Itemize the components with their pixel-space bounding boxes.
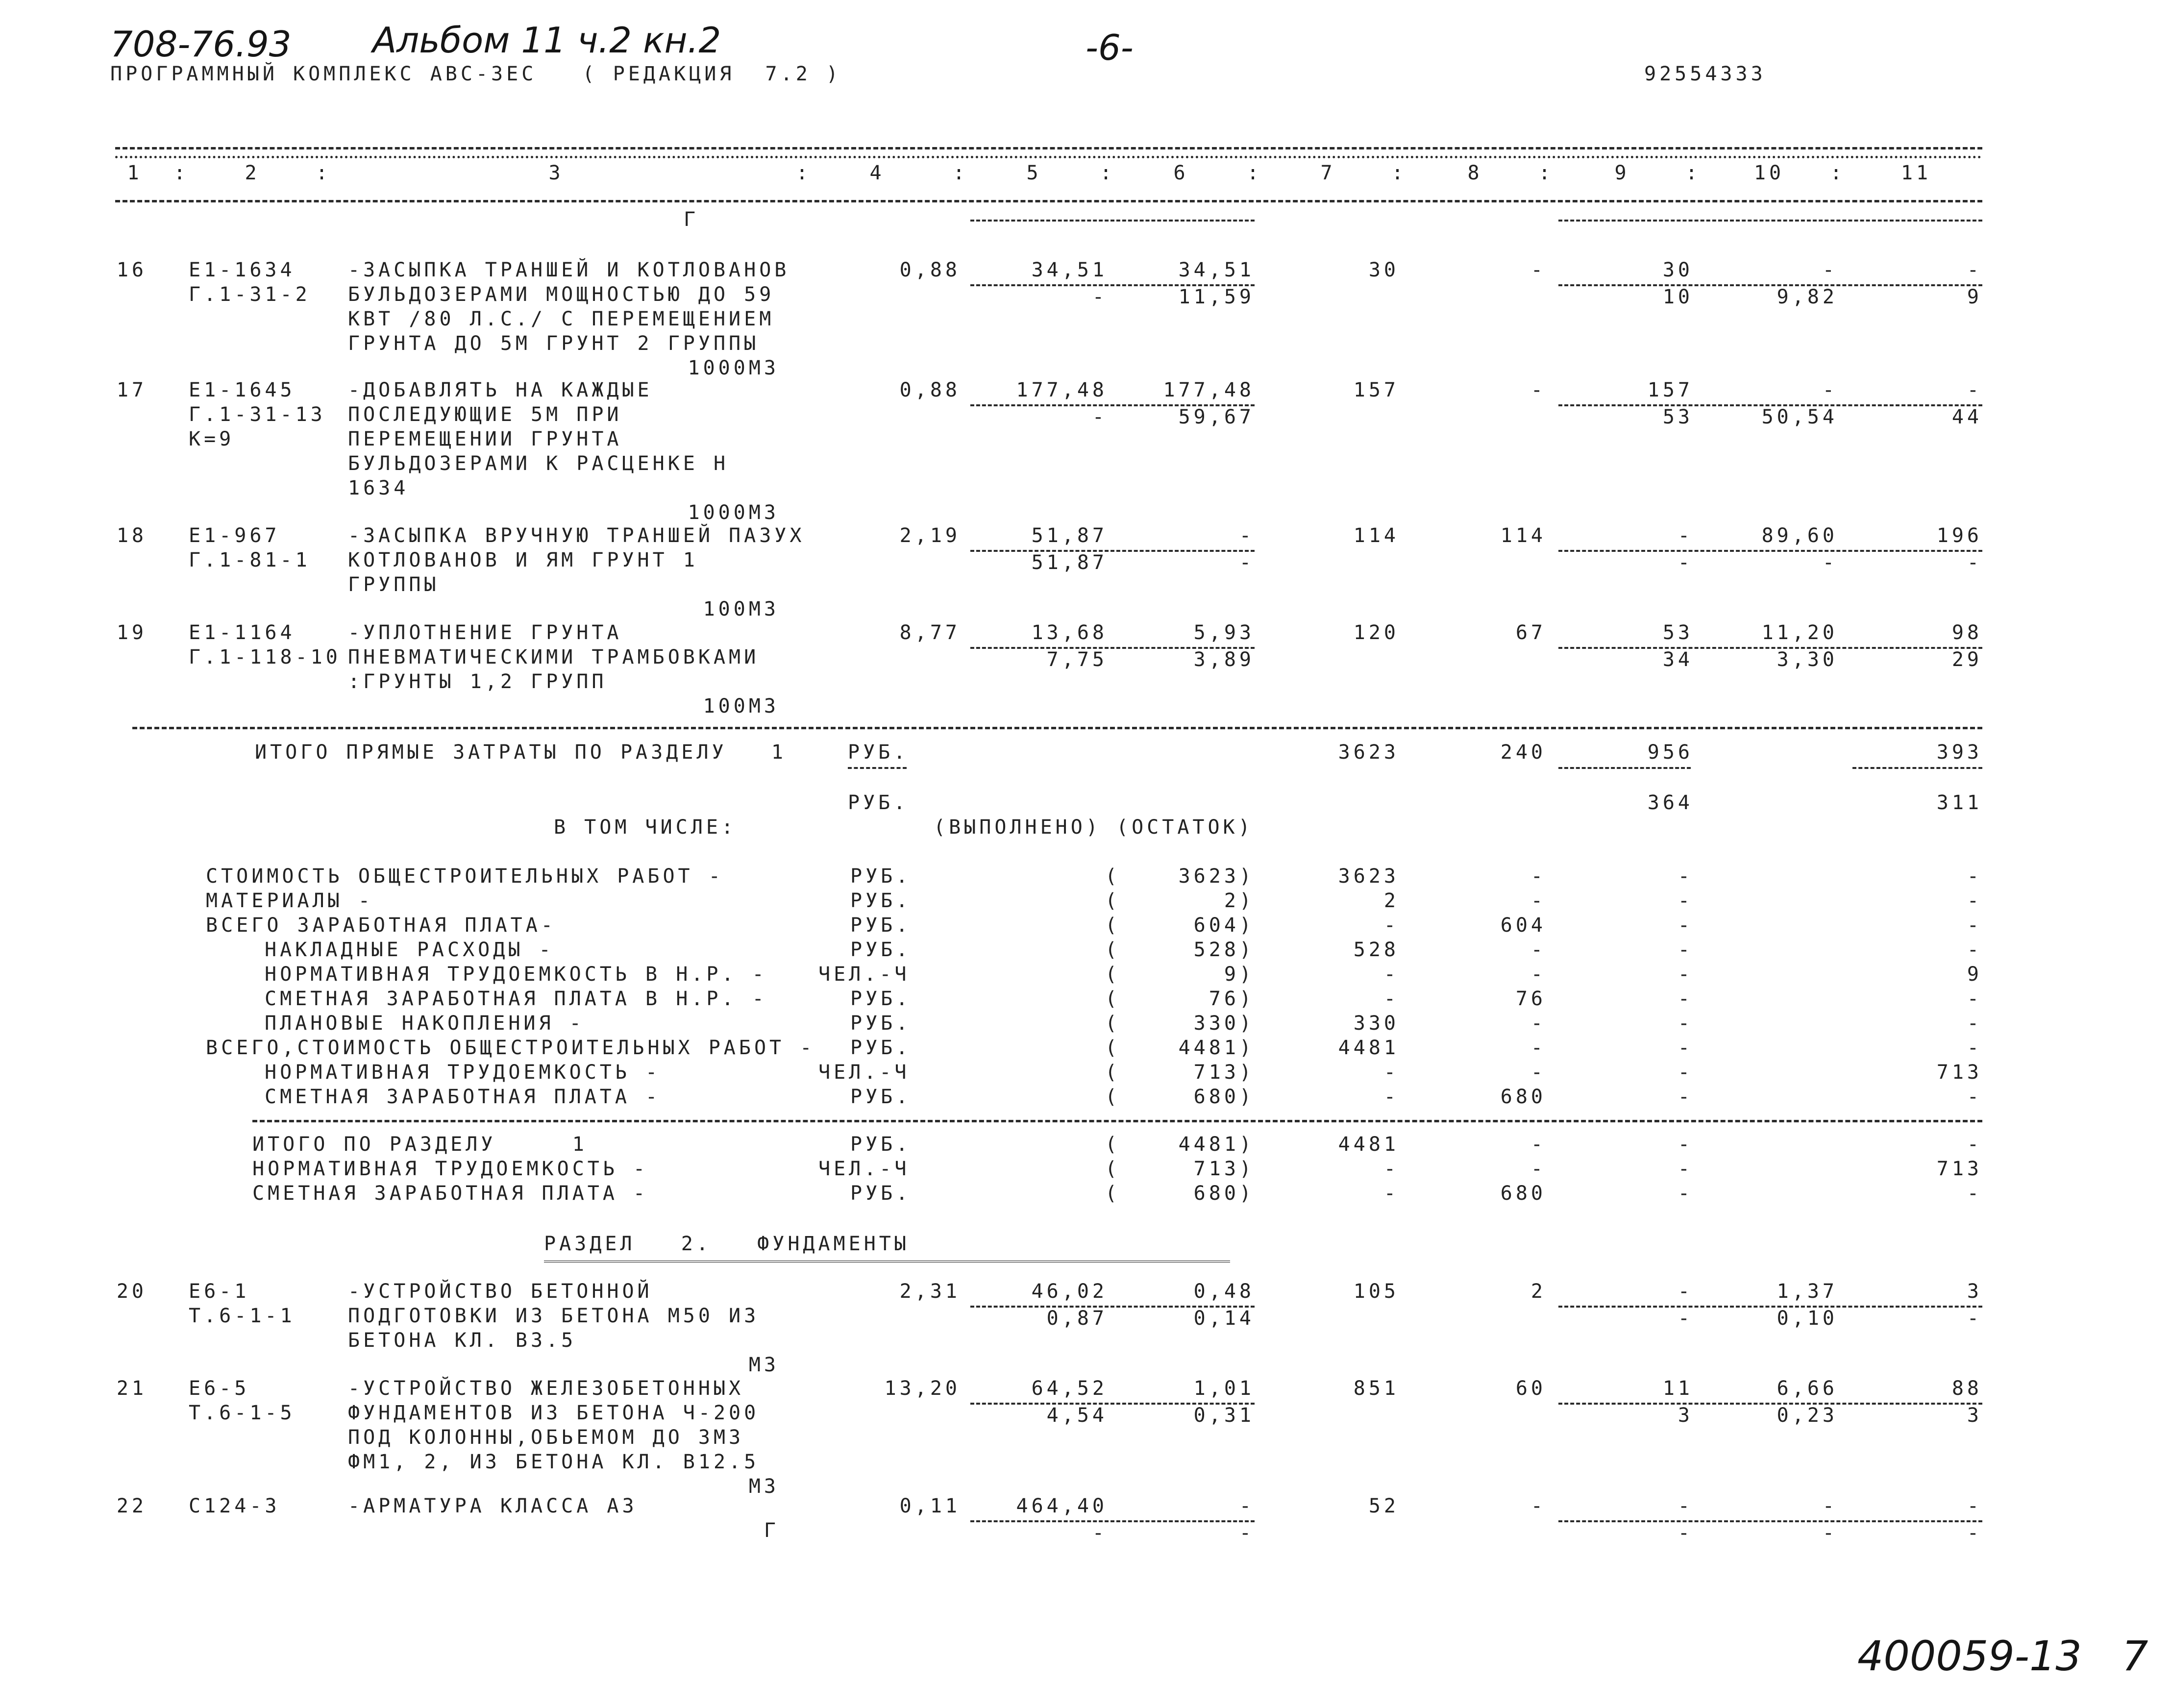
sheet-number: 7: [2122, 1632, 2148, 1680]
open-paren: (: [1105, 1086, 1121, 1108]
unit-wages-machinist: 51,87: [1031, 551, 1108, 574]
work-description: БУЛЬДОЗЕРАМИ МОЩНОСТЬЮ ДО 59: [348, 283, 775, 306]
labor-total: -: [1967, 379, 1982, 401]
machinist-labor-unit: 3,30: [1776, 648, 1838, 671]
work-description: ПОДГОТОВКИ ИЗ БЕТОНА М50 ИЗ: [348, 1305, 760, 1327]
document-number: 92554333: [1644, 63, 1766, 85]
section2-title-underline: [544, 1261, 1230, 1265]
breakdown-wages: 680: [1500, 1182, 1546, 1205]
breakdown-cost: 4481: [1338, 1133, 1399, 1156]
row-number: 16: [116, 259, 147, 281]
rows-end-rule: [132, 727, 1982, 729]
total-cost: 30: [1368, 259, 1399, 281]
rate-code: С124-3: [189, 1495, 280, 1517]
labor-unit: -: [1822, 259, 1838, 281]
breakdown-cost: 3623: [1338, 865, 1399, 888]
breakdown-end-rule: [252, 1120, 1982, 1122]
breakdown-cost: -: [1383, 1158, 1399, 1180]
work-description: :ГРУНТЫ 1,2 ГРУПП: [348, 670, 607, 693]
breakdown-unit: РУБ.: [850, 988, 912, 1010]
breakdown-unit: РУБ.: [850, 890, 912, 912]
row-number: 20: [116, 1280, 147, 1303]
breakdown-unit: РУБ.: [850, 1182, 912, 1205]
breakdown-machines: -: [1678, 865, 1693, 888]
labor-unit: 11,20: [1761, 621, 1838, 644]
row-number: 19: [116, 621, 147, 644]
totals-wages: 240: [1500, 741, 1546, 764]
breakdown-unit: РУБ.: [850, 865, 912, 888]
machinist-labor-unit: -: [1822, 1522, 1838, 1544]
breakdown-value: 4481): [1178, 1133, 1255, 1156]
breakdown-machines: -: [1678, 1012, 1693, 1035]
totals-cost: 3623: [1338, 741, 1399, 764]
total-cost: 114: [1353, 524, 1399, 547]
totals-unit-2: РУБ.: [848, 792, 909, 814]
breakdown-labor: -: [1967, 1133, 1982, 1156]
work-description: ПЕРЕМЕЩЕНИИ ГРУНТА: [348, 428, 622, 450]
machinist-labor-total: 3: [1967, 1404, 1982, 1427]
total-wages: 114: [1500, 524, 1546, 547]
breakdown-label: ИТОГО ПО РАЗДЕЛУ 1: [252, 1133, 588, 1156]
open-paren: (: [1105, 1182, 1121, 1205]
totals-section-number: 1: [771, 741, 787, 764]
breakdown-machines: -: [1678, 988, 1693, 1010]
measure-unit: М3: [748, 1354, 779, 1376]
column-separator: :: [316, 162, 331, 184]
breakdown-value: 604): [1193, 914, 1255, 937]
work-description: БУЛЬДОЗЕРАМИ К РАСЦЕНКЕ Н: [348, 452, 729, 475]
rate-code: Е1-967: [189, 524, 280, 547]
total-machines: 30: [1662, 259, 1693, 281]
album-label: Альбом 11 ч.2 кн.2: [372, 20, 721, 61]
breakdown-wages: -: [1530, 890, 1546, 912]
machinist-labor-total: -: [1967, 1522, 1982, 1544]
work-description: ФМ1, 2, ИЗ БЕТОНА КЛ. В12.5: [348, 1451, 760, 1473]
breakdown-labor: -: [1967, 939, 1982, 961]
unit-cost-total: 13,68: [1031, 621, 1108, 644]
column-separator: :: [1685, 162, 1701, 184]
measure-unit: 1000М3: [688, 501, 779, 524]
breakdown-value: 528): [1193, 939, 1255, 961]
unit-cost-machines: -: [1239, 524, 1255, 547]
column-header: 11: [1900, 162, 1932, 184]
breakdown-cost: 528: [1353, 939, 1399, 961]
breakdown-machines: -: [1678, 914, 1693, 937]
breakdown-unit: РУБ.: [850, 914, 912, 937]
breakdown-wages: -: [1530, 1037, 1546, 1059]
total-wages: -: [1530, 1495, 1546, 1517]
breakdown-cost: -: [1383, 1061, 1399, 1084]
including-label: В ТОМ ЧИСЛЕ:: [554, 816, 737, 839]
total-machines: 11: [1662, 1377, 1693, 1400]
work-description: ГРУНТА ДО 5М ГРУНТ 2 ГРУППЫ: [348, 332, 760, 355]
measure-unit: 100М3: [703, 598, 779, 620]
machinist-labor-total: -: [1967, 551, 1982, 574]
machinist-labor-total: 9: [1967, 286, 1982, 308]
breakdown-wages: -: [1530, 939, 1546, 961]
table-top-rule-2: [115, 156, 1982, 158]
labor-total: -: [1967, 259, 1982, 281]
machinist-wages: 53: [1662, 406, 1693, 428]
column-separator: :: [1100, 162, 1115, 184]
breakdown-value: 3623): [1178, 865, 1255, 888]
measure-unit: 1000М3: [688, 357, 779, 379]
quantity: 2,19: [899, 524, 961, 547]
unit-machine-wages: 0,14: [1193, 1307, 1255, 1330]
breakdown-machines: -: [1678, 1158, 1693, 1180]
machinist-labor-unit: 0,23: [1776, 1404, 1838, 1427]
breakdown-label: ВСЕГО,СТОИМОСТЬ ОБЩЕСТРОИТЕЛЬНЫХ РАБОТ -: [206, 1037, 815, 1059]
unit-machine-wages: 0,31: [1193, 1404, 1255, 1427]
breakdown-machines: -: [1678, 1037, 1693, 1059]
work-description: БЕТОНА КЛ. В3.5: [348, 1329, 577, 1352]
totals-machinist-wages: 364: [1647, 792, 1693, 814]
total-cost: 52: [1368, 1495, 1399, 1517]
breakdown-label: СМЕТНАЯ ЗАРАБОТНАЯ ПЛАТА В Н.Р. -: [265, 988, 767, 1010]
breakdown-label: СМЕТНАЯ ЗАРАБОТНАЯ ПЛАТА -: [265, 1086, 661, 1108]
work-description: -ДОБАВЛЯТЬ НА КАЖДЫЕ: [348, 379, 653, 401]
breakdown-machines: -: [1678, 1061, 1693, 1084]
column-header: 10: [1753, 162, 1785, 184]
machinist-labor-unit: 9,82: [1776, 286, 1838, 308]
work-description: ПНЕВМАТИЧЕСКИМИ ТРАМБОВКАМИ: [348, 646, 760, 668]
subrule: [1558, 220, 1982, 222]
machinist-labor-total: -: [1967, 1307, 1982, 1330]
column-header: 7: [1320, 162, 1336, 184]
stamp-number: 400059-13: [1857, 1632, 2082, 1680]
open-paren: (: [1105, 1158, 1121, 1180]
breakdown-machines: -: [1678, 1086, 1693, 1108]
unit-cost-machines: -: [1239, 1495, 1255, 1517]
breakdown-label: ПЛАНОВЫЕ НАКОПЛЕНИЯ -: [265, 1012, 585, 1035]
total-machines: 53: [1662, 621, 1693, 644]
labor-unit: 1,37: [1776, 1280, 1838, 1303]
total-wages: 67: [1515, 621, 1546, 644]
work-description: 1634: [348, 477, 409, 499]
breakdown-value: 680): [1193, 1086, 1255, 1108]
breakdown-machines: -: [1678, 1133, 1693, 1156]
quantity: 8,77: [899, 621, 961, 644]
row-number: 22: [116, 1495, 147, 1517]
rate-ref: Г.1-31-13: [189, 403, 326, 426]
unit-wages-machinist: -: [1092, 286, 1108, 308]
unit-machine-wages: -: [1239, 551, 1255, 574]
work-description: -УСТРОЙСТВО БЕТОННОЙ: [348, 1280, 653, 1303]
row-number: 18: [116, 524, 147, 547]
breakdown-unit: РУБ.: [850, 1012, 912, 1035]
labor-unit: 89,60: [1761, 524, 1838, 547]
work-description: ФУНДАМЕНТОВ ИЗ БЕТОНА Ч-200: [348, 1402, 760, 1424]
column-separator: :: [1538, 162, 1554, 184]
machinist-labor-unit: -: [1822, 551, 1838, 574]
machinist-wages: -: [1678, 1307, 1693, 1330]
unit-wages-machinist: -: [1092, 1522, 1108, 1544]
machinist-wages: -: [1678, 1522, 1693, 1544]
breakdown-unit: ЧЕЛ.-Ч: [818, 963, 910, 986]
breakdown-labor: -: [1967, 1182, 1982, 1205]
breakdown-label: ВСЕГО ЗАРАБОТНАЯ ПЛАТА-: [206, 914, 556, 937]
breakdown-value: 9): [1224, 963, 1255, 986]
labor-unit: -: [1822, 379, 1838, 401]
total-cost: 120: [1353, 621, 1399, 644]
open-paren: (: [1105, 1061, 1121, 1084]
unit-machine-wages: 59,67: [1178, 406, 1255, 428]
breakdown-wages: 76: [1515, 988, 1546, 1010]
unit-cost-machines: 34,51: [1178, 259, 1255, 281]
total-wages: -: [1530, 259, 1546, 281]
breakdown-wages: -: [1530, 1012, 1546, 1035]
breakdown-unit: РУБ.: [850, 939, 912, 961]
subrule: [848, 767, 907, 769]
total-machines: -: [1678, 1280, 1693, 1303]
breakdown-cost: -: [1383, 1086, 1399, 1108]
unit-wages-machinist: -: [1092, 406, 1108, 428]
unit-machine-wages: -: [1239, 1522, 1255, 1544]
unit-cost-machines: 0,48: [1193, 1280, 1255, 1303]
breakdown-cost: 4481: [1338, 1037, 1399, 1059]
work-description: -ЗАСЫПКА ТРАНШЕЙ И КОТЛОВАНОВ: [348, 259, 790, 281]
work-description: КВТ /80 Л.С./ С ПЕРЕМЕЩЕНИЕМ: [348, 308, 775, 330]
machinist-wages: 3: [1678, 1404, 1693, 1427]
unit-cost-total: 464,40: [1016, 1495, 1108, 1517]
unit-cost-machines: 5,93: [1193, 621, 1255, 644]
work-description: -УСТРОЙСТВО ЖЕЛЕЗОБЕТОННЫХ: [348, 1377, 744, 1400]
open-paren: (: [1105, 1012, 1121, 1035]
top-unit: Г: [684, 208, 699, 231]
labor-unit: 6,66: [1776, 1377, 1838, 1400]
total-cost: 851: [1353, 1377, 1399, 1400]
column-header: 2: [245, 162, 260, 184]
page-number: -6-: [1086, 27, 1134, 68]
breakdown-unit: РУБ.: [850, 1037, 912, 1059]
column-header: 6: [1173, 162, 1189, 184]
quantity: 13,20: [884, 1377, 961, 1400]
total-cost: 105: [1353, 1280, 1399, 1303]
breakdown-value: 713): [1193, 1158, 1255, 1180]
measure-unit: 100М3: [703, 695, 779, 718]
breakdown-label: НАКЛАДНЫЕ РАСХОДЫ -: [265, 939, 554, 961]
total-machines: -: [1678, 1495, 1693, 1517]
breakdown-cost: -: [1383, 1182, 1399, 1205]
machinist-wages: 10: [1662, 286, 1693, 308]
breakdown-labor: 713: [1936, 1158, 1982, 1180]
breakdown-machines: -: [1678, 1182, 1693, 1205]
breakdown-cost: -: [1383, 988, 1399, 1010]
rate-ref: Г.1-81-1: [189, 549, 311, 571]
machinist-labor-total: 44: [1951, 406, 1982, 428]
subrule: [1558, 767, 1691, 769]
column-separator: :: [1391, 162, 1407, 184]
breakdown-labor: -: [1967, 1086, 1982, 1108]
quantity: 0,88: [899, 379, 961, 401]
labor-total: 196: [1936, 524, 1982, 547]
unit-cost-total: 46,02: [1031, 1280, 1108, 1303]
done-remaining-label: (ВЫПОЛНЕНО) (ОСТАТОК): [934, 816, 1254, 839]
breakdown-unit: ЧЕЛ.-Ч: [818, 1061, 910, 1084]
breakdown-label: НОРМАТИВНАЯ ТРУДОЕМКОСТЬ -: [252, 1158, 649, 1180]
total-machines: -: [1678, 524, 1693, 547]
work-description: -ЗАСЫПКА ВРУЧНУЮ ТРАНШЕЙ ПАЗУХ: [348, 524, 805, 547]
breakdown-unit: ЧЕЛ.-Ч: [818, 1158, 910, 1180]
row-number: 21: [116, 1377, 147, 1400]
breakdown-wages: -: [1530, 1061, 1546, 1084]
measure-unit: Г: [764, 1519, 779, 1542]
totals-unit: РУБ.: [848, 741, 909, 764]
breakdown-machines: -: [1678, 890, 1693, 912]
subrule: [970, 220, 1255, 222]
totals-machines: 956: [1647, 741, 1693, 764]
breakdown-value: 713): [1193, 1061, 1255, 1084]
section2-title: РАЗДЕЛ 2. ФУНДАМЕНТЫ: [544, 1233, 910, 1255]
column-header: 1: [127, 162, 143, 184]
unit-cost-total: 34,51: [1031, 259, 1108, 281]
unit-cost-machines: 1,01: [1193, 1377, 1255, 1400]
machinist-labor-unit: 0,10: [1776, 1307, 1838, 1330]
breakdown-machines: -: [1678, 939, 1693, 961]
breakdown-labor: -: [1967, 890, 1982, 912]
machinist-labor-total: 29: [1951, 648, 1982, 671]
work-description: ПОСЛЕДУЮЩИЕ 5М ПРИ: [348, 403, 622, 426]
work-description: КОТЛОВАНОВ И ЯМ ГРУНТ 1: [348, 549, 698, 571]
total-cost: 157: [1353, 379, 1399, 401]
machinist-wages: 34: [1662, 648, 1693, 671]
totals-machinist-labor: 311: [1936, 792, 1982, 814]
total-wages: -: [1530, 379, 1546, 401]
column-separator: :: [1830, 162, 1846, 184]
breakdown-labor: -: [1967, 1012, 1982, 1035]
subrule: [1852, 767, 1982, 769]
rate-ref: Т.6-1-1: [189, 1305, 296, 1327]
rate-code: Е6-1: [189, 1280, 250, 1303]
breakdown-value: 330): [1193, 1012, 1255, 1035]
breakdown-label: СМЕТНАЯ ЗАРАБОТНАЯ ПЛАТА -: [252, 1182, 649, 1205]
breakdown-wages: -: [1530, 1158, 1546, 1180]
rate-code: Е6-5: [189, 1377, 250, 1400]
work-description: -АРМАТУРА КЛАССА А3: [348, 1495, 638, 1517]
quantity: 2,31: [899, 1280, 961, 1303]
unit-wages-machinist: 7,75: [1046, 648, 1108, 671]
quantity: 0,88: [899, 259, 961, 281]
work-description: ГРУППЫ: [348, 573, 440, 596]
breakdown-label: НОРМАТИВНАЯ ТРУДОЕМКОСТЬ В Н.Р. -: [265, 963, 767, 986]
breakdown-machines: -: [1678, 963, 1693, 986]
total-wages: 60: [1515, 1377, 1546, 1400]
rate-coefficient: К=9: [189, 428, 235, 450]
unit-machine-wages: 3,89: [1193, 648, 1255, 671]
breakdown-cost: 2: [1383, 890, 1399, 912]
column-separator: :: [953, 162, 968, 184]
work-description: -УПЛОТНЕНИЕ ГРУНТА: [348, 621, 622, 644]
column-header: 5: [1026, 162, 1042, 184]
breakdown-cost: -: [1383, 963, 1399, 986]
column-header: 9: [1614, 162, 1630, 184]
breakdown-wages: -: [1530, 963, 1546, 986]
breakdown-labor: -: [1967, 1037, 1982, 1059]
breakdown-label: НОРМАТИВНАЯ ТРУДОЕМКОСТЬ -: [265, 1061, 661, 1084]
measure-unit: М3: [748, 1475, 779, 1498]
software-caption: ПРОГРАММНЫЙ КОМПЛЕКС АВС-3ЕС ( РЕДАКЦИЯ 7.2 ): [110, 63, 841, 85]
work-description: ПОД КОЛОННЫ,ОБЬЕМОМ ДО 3М3: [348, 1426, 744, 1449]
unit-cost-total: 51,87: [1031, 524, 1108, 547]
labor-unit: -: [1822, 1495, 1838, 1517]
breakdown-cost: -: [1383, 914, 1399, 937]
rate-code: Е1-1164: [189, 621, 296, 644]
rate-ref: Г.1-31-2: [189, 283, 311, 306]
breakdown-wages: 680: [1500, 1086, 1546, 1108]
labor-total: -: [1967, 1495, 1982, 1517]
open-paren: (: [1105, 1037, 1121, 1059]
breakdown-label: СТОИМОСТЬ ОБЩЕСТРОИТЕЛЬНЫХ РАБОТ -: [206, 865, 724, 888]
breakdown-cost: 330: [1353, 1012, 1399, 1035]
column-header: 3: [548, 162, 564, 184]
machinist-wages: -: [1678, 551, 1693, 574]
breakdown-labor: -: [1967, 914, 1982, 937]
open-paren: (: [1105, 890, 1121, 912]
breakdown-wages: -: [1530, 1133, 1546, 1156]
rate-code: Е1-1645: [189, 379, 296, 401]
table-top-rule: [115, 147, 1982, 149]
total-machines: 157: [1647, 379, 1693, 401]
totals-title: ИТОГО ПРЯМЫЕ ЗАТРАТЫ ПО РАЗДЕЛУ: [255, 741, 727, 764]
breakdown-wages: -: [1530, 865, 1546, 888]
open-paren: (: [1105, 1133, 1121, 1156]
breakdown-wages: 604: [1500, 914, 1546, 937]
breakdown-value: 76): [1209, 988, 1255, 1010]
machinist-labor-unit: 50,54: [1761, 406, 1838, 428]
open-paren: (: [1105, 988, 1121, 1010]
breakdown-value: 2): [1224, 890, 1255, 912]
breakdown-value: 4481): [1178, 1037, 1255, 1059]
breakdown-labor: 9: [1967, 963, 1982, 986]
column-separator: :: [173, 162, 189, 184]
breakdown-labor: -: [1967, 988, 1982, 1010]
unit-cost-total: 177,48: [1016, 379, 1108, 401]
quantity: 0,11: [899, 1495, 961, 1517]
breakdown-labor: -: [1967, 865, 1982, 888]
labor-total: 98: [1951, 621, 1982, 644]
column-header: 4: [869, 162, 885, 184]
totals-labor: 393: [1936, 741, 1982, 764]
unit-cost-machines: 177,48: [1163, 379, 1255, 401]
open-paren: (: [1105, 914, 1121, 937]
column-header-rule: [115, 200, 1982, 202]
open-paren: (: [1105, 963, 1121, 986]
total-wages: 2: [1530, 1280, 1546, 1303]
breakdown-unit: РУБ.: [850, 1133, 912, 1156]
breakdown-unit: РУБ.: [850, 1086, 912, 1108]
unit-wages-machinist: 4,54: [1046, 1404, 1108, 1427]
column-separator: :: [796, 162, 812, 184]
rate-ref: Т.6-1-5: [189, 1402, 296, 1424]
unit-wages-machinist: 0,87: [1046, 1307, 1108, 1330]
row-number: 17: [116, 379, 147, 401]
column-header: 8: [1467, 162, 1483, 184]
breakdown-labor: 713: [1936, 1061, 1982, 1084]
column-separator: :: [1247, 162, 1262, 184]
open-paren: (: [1105, 939, 1121, 961]
document-code: 708-76.93: [110, 24, 292, 65]
unit-cost-total: 64,52: [1031, 1377, 1108, 1400]
labor-total: 3: [1967, 1280, 1982, 1303]
open-paren: (: [1105, 865, 1121, 888]
labor-total: 88: [1951, 1377, 1982, 1400]
breakdown-value: 680): [1193, 1182, 1255, 1205]
rate-ref: Г.1-118-10: [189, 646, 341, 668]
unit-machine-wages: 11,59: [1178, 286, 1255, 308]
rate-code: Е1-1634: [189, 259, 296, 281]
breakdown-label: МАТЕРИАЛЫ -: [206, 890, 373, 912]
